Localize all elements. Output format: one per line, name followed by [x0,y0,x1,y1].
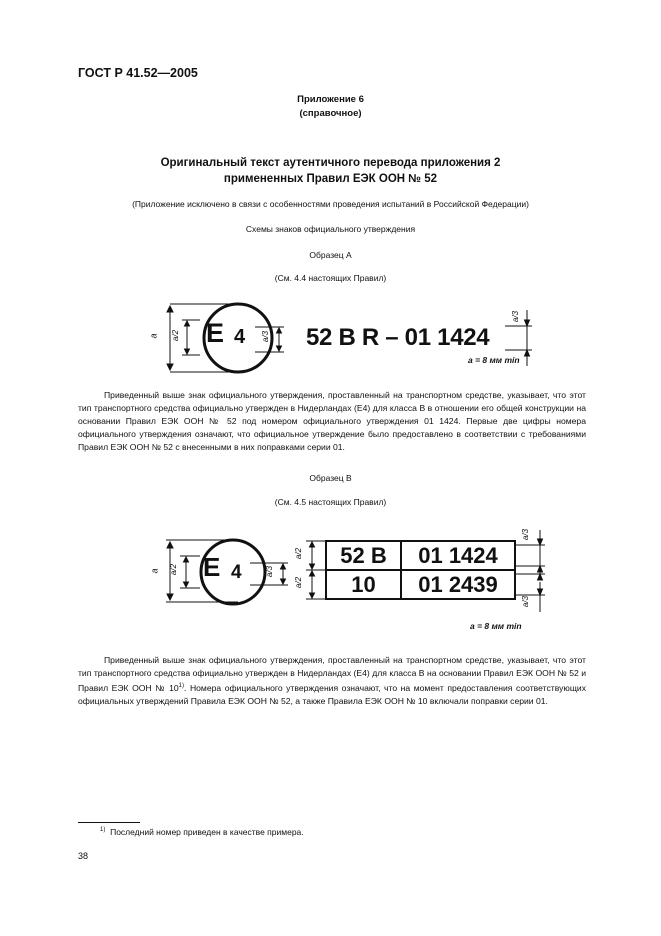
appendix-title: Приложение 6 [297,94,364,105]
table-cell: 01 2439 [418,572,498,597]
page-number: 38 [78,851,89,861]
sample-a-dim-a3-right: a/3 [511,310,521,323]
sample-b-description [78,654,586,708]
footnote-mark: 1) [100,827,106,834]
sample-a-mark-letter: E [206,318,225,348]
sample-a-dim-a3-left: a/3 [261,330,271,343]
sample-b-dim-a3-bottom: a/3 [521,595,531,608]
table-cell: 10 [351,572,376,597]
appendix-block [0,93,661,121]
exclusion-note: (Приложение исключено в связи с особенностями проведения испытаний в Российской Федерации) [132,199,529,209]
sample-b-mark-letter: E [203,552,221,582]
table-cell: 01 1424 [418,543,498,568]
sample-b-dim-a3-top: a/3 [521,528,531,541]
sample-b-ref: (См. 4.5 настоящих Правил) [274,497,387,507]
sample-b-dim-a: a [149,568,160,574]
footnote-ref: 1) [178,683,185,689]
sample-a-ref: (См. 4.4 настоящих Правил) [274,273,387,283]
sample-a-description-text: Приведенный выше знак официального утверждения, проставленный на транспортном средстве, указывает, что этот тип транспортного средства официально утвержден в Нидерландах (Е4) для класса В в отношении его общей конструкции на основании Правил ЕЭК ООН № 52 под номером официального утверждения 01 1424. Первые две цифры номера официального утверждения означают, что официальное утверждение было предоставлено в соответствии с требованиями Правил ЕЭК ООН № 52 с внесенными в них поправками серии 01. [78,390,586,452]
sample-a-mark-number: 4 [234,326,246,348]
schemes-title: Схемы знаков официального утверждения [245,224,416,234]
sample-b-dim-a2: a/2 [169,563,179,576]
sample-b-dim-a3-circle: a/3 [265,565,275,578]
sample-a-approval-text: 52 B R – 01 1424 [306,324,490,351]
sample-b-description-text-2: . Номера официального утверждения означают, что на момент предоставления соответствующих официальных утверждений Правила ЕЭК ООН № 52, а также Правила ЕЭК ООН № 10 включали поправки серии 01. [78,682,586,706]
sample-a-description [78,389,586,454]
appendix-note: (справочное) [299,108,362,119]
footnote-text: Последний номер приведен в качестве примера. [110,827,304,837]
table-cell: 52 B [340,543,387,568]
heading-line-2: примененных Правил ЕЭК ООН № 52 [223,173,438,185]
sample-b-mark-number: 4 [231,562,242,583]
heading-line-1: Оригинальный текст аутентичного перевода приложения 2 [160,157,501,169]
sample-a-dim-a: a [148,333,159,339]
sample-a-dim-a2: a/2 [171,329,181,342]
footnote-divider [78,822,140,823]
sample-b-description-text-1: Приведенный выше знак официального утверждения, проставленный на транспортном средстве, указывает, что этот тип транспортного средства официально утвержден в Нидерландах (Е4) для класса В на основании Правил ЕЭК ООН № 52 и Правил ЕЭК ООН № 10 [78,655,586,693]
sample-b-dim-a2-row2: a/2 [294,576,304,589]
sample-b-dim-a2-row1: a/2 [294,547,304,560]
section-heading [0,155,661,187]
sample-a-min-note: a = 8 мм min [468,355,520,365]
document-header: ГОСТ Р 41.52—2005 [78,66,198,80]
sample-a-title: Образец А [309,250,352,260]
footnote [100,827,304,837]
sample-b-title: Образец В [309,473,352,483]
sample-b-min-note: a = 8 мм min [470,621,522,631]
